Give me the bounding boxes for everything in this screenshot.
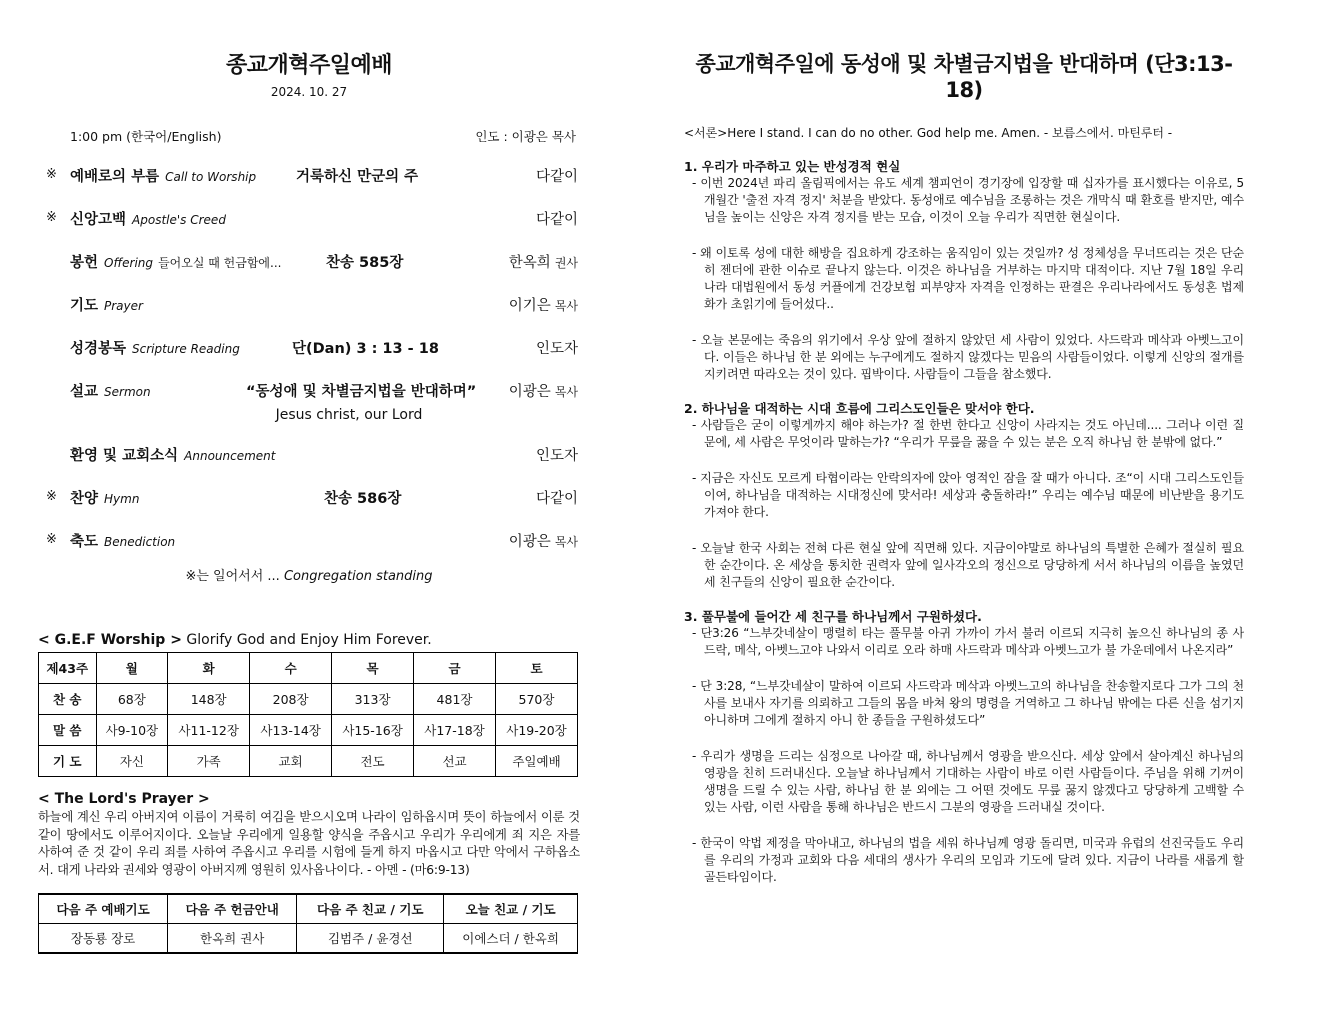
order-item bbox=[38, 200, 580, 243]
section-heading: 2. 하나님을 대적하는 시대 흐름에 그리스도인들은 맞서야 한다. bbox=[684, 401, 1035, 416]
weekly-reading-table bbox=[38, 652, 578, 777]
sermon-paragraph: - 이번 2024년 파리 올림픽에서는 유도 세계 챔피언이 경기장에 입장할 때 십자가를 표시했다는 이유로, 5개월간 '출전 자격 정지' 처분을 받았다. 동성애로 예수님을 조롱하는 것은 개막식 때 환호를 받지만, 예수님을 높이는 신앙은 자격 정지를 받는 모습, 이것이 오늘 우리가 직면한 현실이다. bbox=[692, 176, 1244, 224]
sermon-paragraph: - 왜 이토록 성에 대한 해방을 집요하게 강조하는 움직임이 있는 것일까? 성 정체성을 무너뜨리는 것은 단순히 젠더에 관한 이슈로 끝나지 않는다. 이것은 하나님을 거부하는 마지막 대적이다. 지난 7월 18일 우리나라 대법원에서 동성 커플에게 건강보험 피부양자 자격을 인정하는 판결은 우리나라에서도 동성혼 법제화가 초읽기에 들어섰다.. bbox=[692, 246, 1244, 311]
order-item bbox=[38, 157, 580, 200]
item-name: 성경봉독 Scripture Reading bbox=[70, 341, 240, 357]
item-leader: 다같이 bbox=[535, 491, 578, 507]
sermon-intro: <서론>Here I stand. I can do no other. God help me. Amen. - 보름스에서. 마틴루터 - bbox=[684, 126, 1173, 140]
item-name: 기도 Prayer bbox=[70, 298, 143, 314]
item-detail: 찬송 585장 bbox=[326, 255, 404, 271]
item-name: 축도 Benediction bbox=[70, 534, 176, 550]
item-name: 환영 및 교회소식 Announcement bbox=[70, 448, 276, 464]
gef-heading: < G.E.F Worship > Glorify God and Enjoy Him Forever. bbox=[38, 632, 432, 648]
order-item bbox=[38, 522, 580, 565]
item-leader: 다같이 bbox=[535, 169, 578, 185]
table-row: 말 씀 사9-10장 사11-12장 사13-14장 사15-16장 사17-18장 사19-20장 bbox=[39, 715, 578, 746]
standing-mark: ※ bbox=[46, 167, 57, 182]
item-name: 봉헌 Offering 들어오실 때 헌금함에... bbox=[70, 255, 282, 271]
item-name: 예배로의 부름 Call to Worship bbox=[70, 169, 257, 185]
order-item bbox=[38, 329, 580, 372]
item-detail: 단(Dan) 3 : 13 - 18 bbox=[292, 341, 439, 357]
item-leader: 인도자 bbox=[535, 341, 578, 357]
item-leader: 다같이 bbox=[535, 212, 578, 228]
order-item bbox=[38, 243, 580, 286]
bulletin-date: 2024. 10. 27 bbox=[270, 85, 348, 99]
item-leader: 인도자 bbox=[535, 448, 578, 464]
sermon-paragraph: - 오늘날 한국 사회는 전혀 다른 현실 앞에 직면해 있다. 지금이야말로 하나님의 특별한 은혜가 절실히 필요한 순간이다. 온 세상을 통치한 권력자 앞에 일사각오의 정신으로 당당하게 서서 하나님의 이름을 높였던 세 친구들의 신앙이 필요한 순간이다. bbox=[692, 541, 1244, 589]
item-name: 설교 Sermon bbox=[70, 384, 151, 400]
sermon-paragraph: - 단 3:28, “느부갓네살이 말하여 이르되 사드락과 메삭과 아벳느고의 하나님을 찬송할지로다 그가 그의 천사를 보내사 자기를 의뢰하고 그들의 몸을 바쳐 왕의 명령을 거역하고 그 하나님 밖에는 다른 신을 섬기지 아니하며 그에게 절하지 아니 한 종들을 구원하셨도다” bbox=[692, 679, 1244, 727]
standing-mark: ※ bbox=[46, 532, 57, 547]
item-leader: 이기은 목사 bbox=[508, 298, 578, 314]
item-leader: 이광은 목사 bbox=[508, 534, 578, 550]
standing-note: ※는 일어서서 ... Congregation standing bbox=[185, 569, 433, 584]
table-header-row: 제43주 월 화 수 목 금 토 bbox=[39, 653, 578, 684]
sermon-subtitle: Jesus christ, our Lord bbox=[275, 407, 423, 423]
item-leader: 한옥희 권사 bbox=[508, 255, 578, 271]
lords-prayer-text: 하늘에 계신 우리 아버지여 이름이 거룩히 여김을 받으시오며 나라이 임하옵시며 뜻이 하늘에서 이룬 것 같이 땅에서도 이루어지이다. 오늘날 우리에게 일용할 양식을 주옵시고 우리가 우리에게 죄 지은 자를 사하여 준 것 같이 우리 죄를 사하여 주옵시고 우리를 시험에 들게 하지 마옵시고 다만 악에서 구하옵소서. 대게 나라와 권세와 영광이 아버지께 영원히 있사옵나이다. - 아멘 - (마6:9-13) bbox=[38, 810, 580, 877]
sermon-page bbox=[684, 40, 1244, 886]
sermon-paragraph: - 한국이 악법 제정을 막아내고, 하나님의 법을 세워 하나님께 영광 돌리면, 미국과 유럽의 선진국들도 우리를 우리의 가정과 교회와 다음 세대의 생사가 우리의 모임과 기도에 달려 있다. 지금이 나라를 새롭게 할 골든타임이다. bbox=[692, 836, 1244, 884]
service-time: 1:00 pm (한국어/English) bbox=[70, 129, 222, 144]
sermon-paragraph: - 오늘 본문에는 죽음의 위기에서 우상 앞에 절하지 않았던 세 사람이 있었다. 사드락과 메삭과 아벳느고이다. 이들은 하나님 한 분 외에는 누구에게도 절하지 않겠다는 믿음의 사람들이었다. 이렇게 신앙의 절개를 지키려면 따라오는 것이 있다. 핍박이다. 사람들이 그들을 참소했다. bbox=[692, 333, 1244, 381]
next-week-table bbox=[38, 893, 578, 954]
sermon-paragraph: - 지금은 자신도 모르게 타협이라는 안락의자에 앉아 영적인 잠을 잘 때가 아니다. 조“이 시대 그리스도인들이여, 하나님을 대적하는 시대정신에 맞서라! 세상과 충돌하라!” 우리는 예수님 때문에 비난받을 용기도 가져야 한다. bbox=[692, 471, 1244, 519]
standing-mark: ※ bbox=[46, 489, 57, 504]
bulletin-title: 종교개혁주일예배 bbox=[225, 53, 393, 78]
item-leader: 이광은 목사 bbox=[508, 384, 578, 400]
item-detail: 거룩하신 만군의 주 bbox=[296, 169, 419, 185]
time-row bbox=[38, 127, 580, 145]
standing-mark: ※ bbox=[46, 210, 57, 225]
table-row: 장동룡 장로 한옥희 권사 김범주 / 윤경선 이에스더 / 한옥희 bbox=[39, 924, 578, 954]
sermon-paragraph: - 우리가 생명을 드리는 심정으로 나아갈 때, 하나님께서 영광을 받으신다. 세상 앞에서 살아계신 하나님의 영광을 친히 드러내신다. 오늘날 하나님께서 기대하는 사람이 바로 이런 사람들이다. 주님을 위해 기꺼이 생명을 드릴 수 있는 사람, 하나님 한 분 외에는 그 어떤 것에도 무릎 꿇지 않겠다고 당당하게 고백할 수 있는 사람, 이런 사람을 통해 하나님은 반드시 그분의 영광을 드러내실 것이다. bbox=[692, 749, 1244, 814]
sermon-paragraph: - 단3:26 “느부갓네살이 맹렬히 타는 풀무불 아귀 가까이 가서 불러 이르되 지극히 높으신 하나님의 종 사드락, 메삭, 아벳느고야 나와서 이리로 오라 하매 사드락과 메삭과 아벳느고가 불 가운데에서 나온지라” bbox=[692, 626, 1244, 657]
table-row: 찬 송 68장 148장 208장 313장 481장 570장 bbox=[39, 684, 578, 715]
bulletin-page bbox=[38, 40, 580, 954]
item-detail: 찬송 586장 bbox=[324, 491, 402, 507]
table-row: 기 도 자신 가족 교회 전도 선교 주일예배 bbox=[39, 746, 578, 777]
lords-prayer-title: < The Lord's Prayer > bbox=[38, 791, 210, 807]
sermon-paragraph: - 사람들은 굳이 이렇게까지 해야 하는가? 절 한번 한다고 신앙이 사라지는 것도 아닌데.... 그러나 이런 질문에, 세 사람은 무엇이라 말하는가? “우리가 무릎을 꿇을 수 있는 분은 오직 하나님 한 분밖에 없다.” bbox=[692, 418, 1244, 449]
service-leader: 인도 : 이광은 목사 bbox=[475, 129, 576, 144]
sermon-title: “동성애 및 차별금지법을 반대하며” bbox=[246, 384, 477, 400]
item-name: 신앙고백 Apostle's Creed bbox=[70, 212, 226, 228]
section-heading: 1. 우리가 마주하고 있는 반성경적 현실 bbox=[684, 159, 901, 174]
item-name: 찬양 Hymn bbox=[70, 491, 140, 507]
section-heading: 3. 풀무불에 들어간 세 친구를 하나님께서 구원하셨다. bbox=[684, 609, 982, 624]
order-of-worship bbox=[38, 157, 580, 565]
order-item bbox=[38, 436, 580, 479]
order-item bbox=[38, 479, 580, 522]
sermon-page-title: 종교개혁주일에 동성애 및 차별금지법을 반대하며 (단3:13-18) bbox=[695, 52, 1233, 102]
order-item bbox=[38, 286, 580, 329]
table-header-row: 다음 주 예배기도 다음 주 헌금안내 다음 주 친교 / 기도 오늘 친교 / 기도 bbox=[39, 894, 578, 924]
order-item bbox=[38, 372, 580, 436]
